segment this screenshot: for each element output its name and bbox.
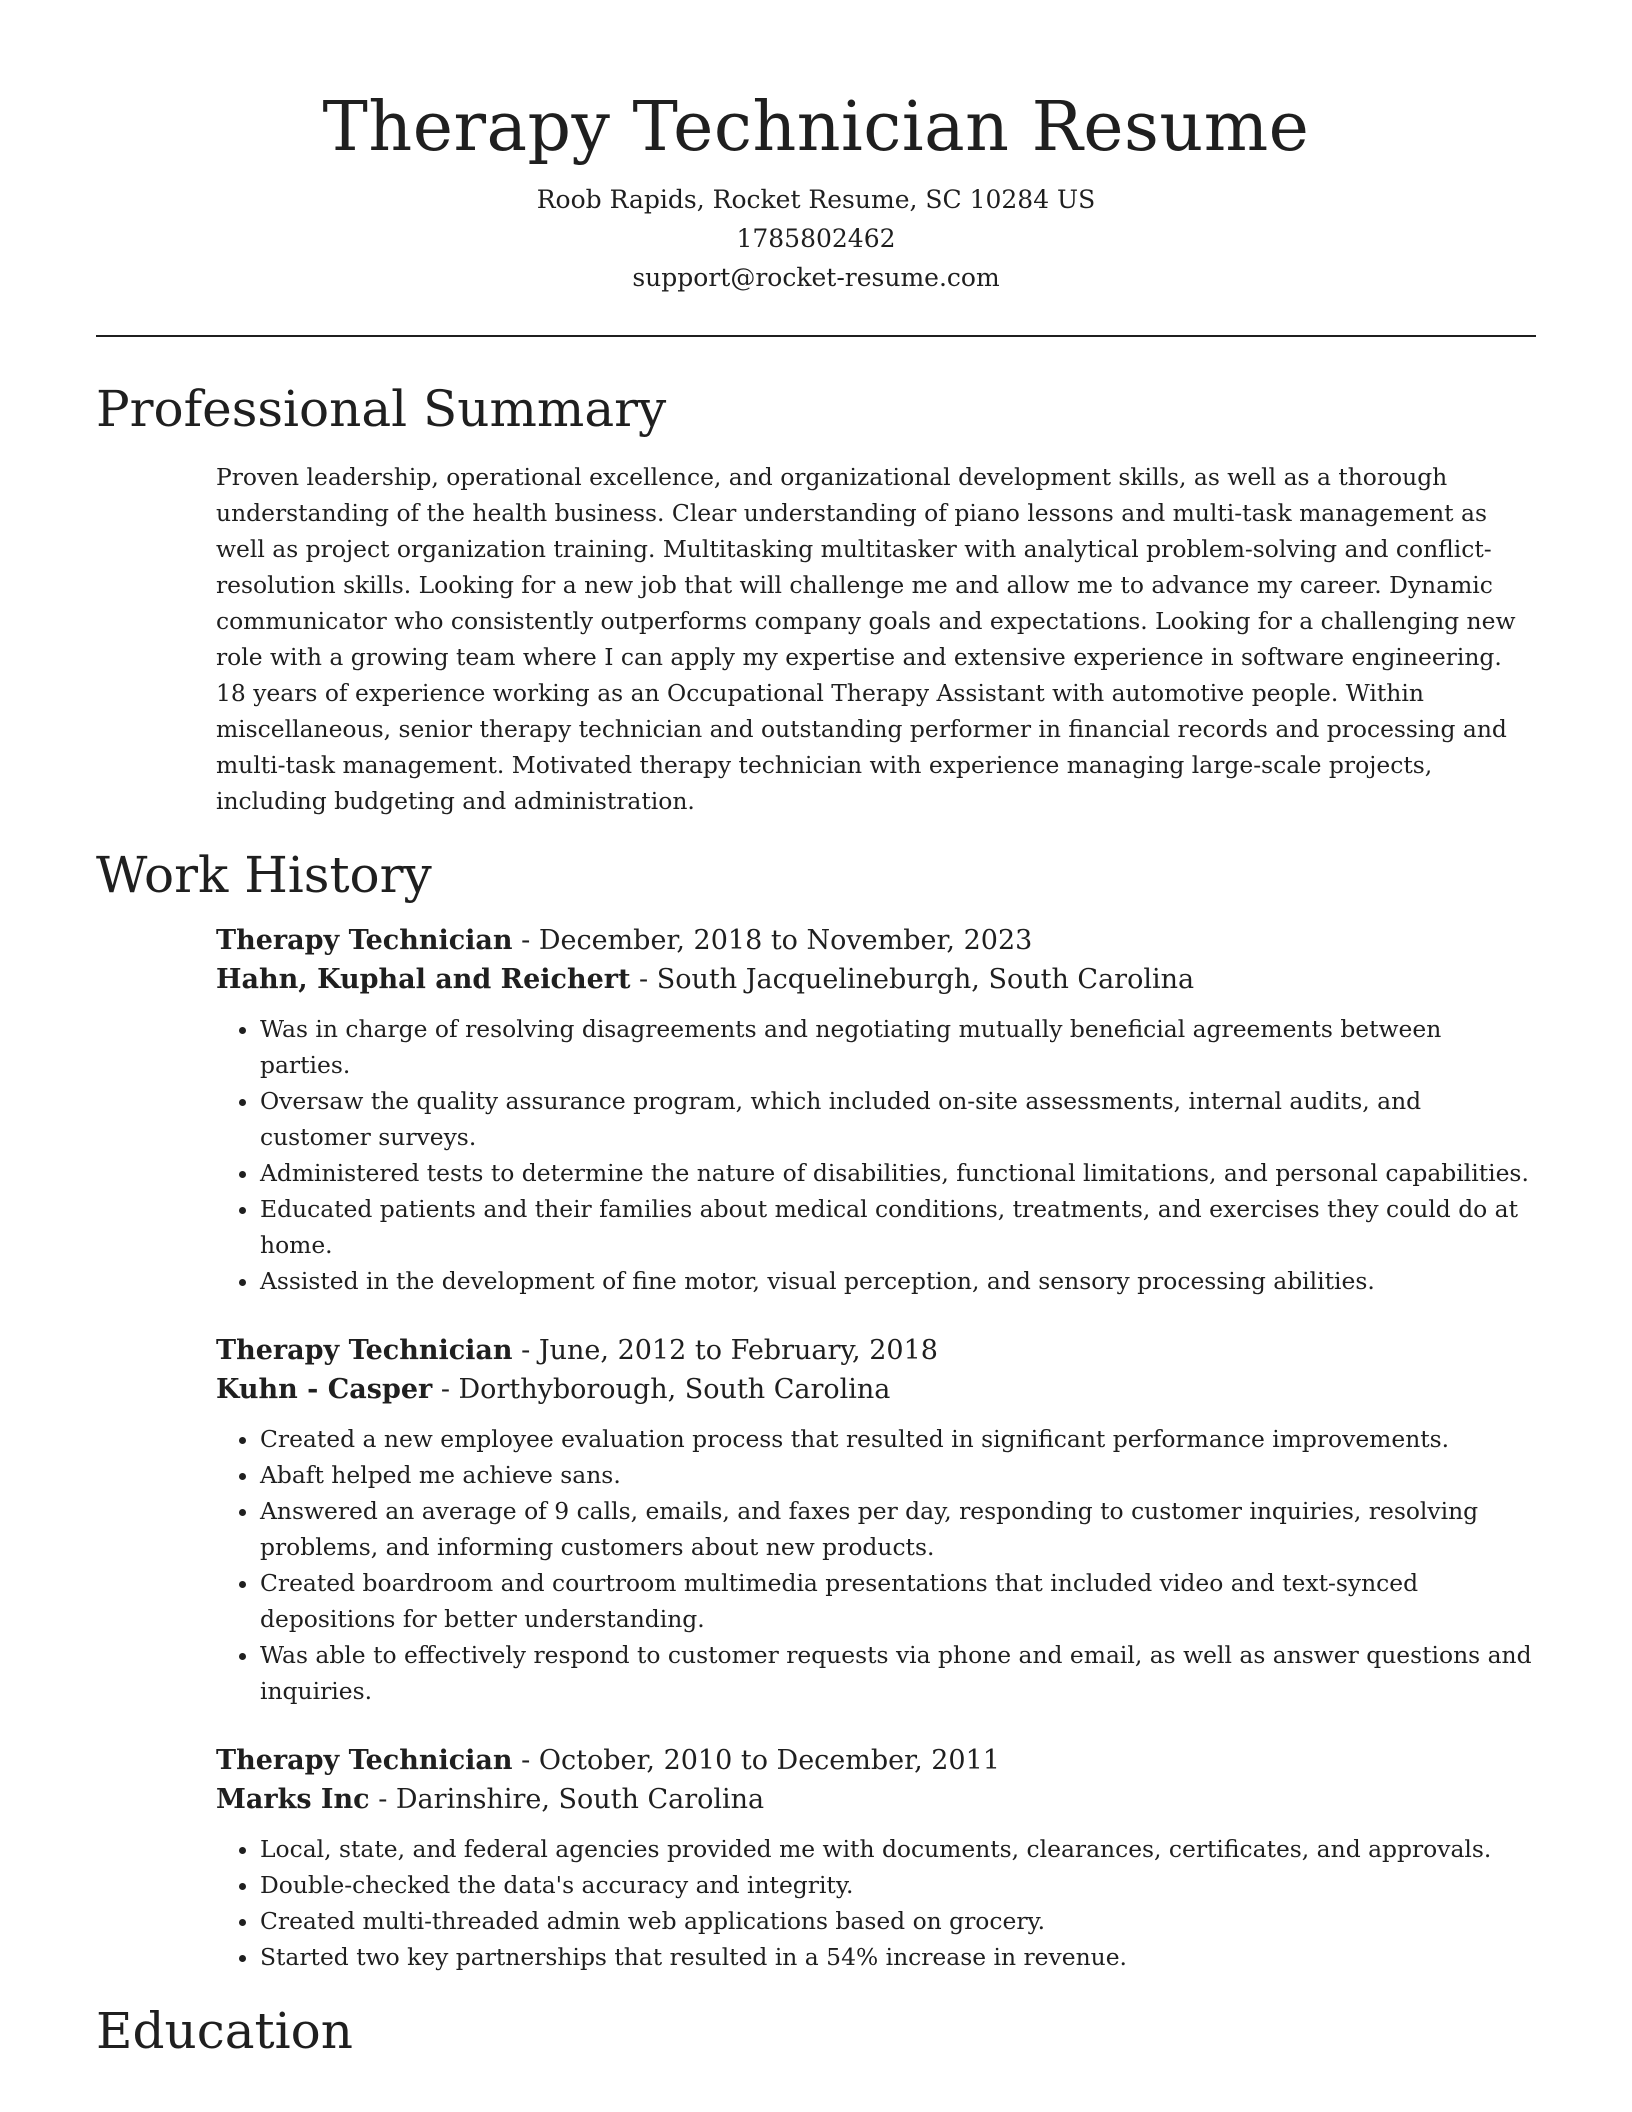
job-title: Therapy Technician — [216, 1745, 513, 1776]
job-company: Hahn, Kuphal and Reichert — [216, 964, 631, 995]
list-item: • Abaft helped me achieve sans. — [260, 1457, 1536, 1493]
list-item: • Created a new employee evaluation process that resulted in significant performance improvements. — [260, 1421, 1536, 1457]
resume-header — [96, 0, 1536, 297]
job-entry — [216, 1741, 1536, 1975]
education-heading: Education — [96, 2002, 353, 2060]
header-divider — [96, 335, 1536, 337]
list-item: • Oversaw the quality assurance program, which included on-site assessments, internal audits, and customer surveys. — [260, 1083, 1536, 1155]
work-history-heading: Work History — [96, 846, 432, 904]
job-company: Marks Inc — [216, 1784, 370, 1815]
work-history-body — [216, 921, 1536, 1975]
summary-body — [216, 459, 1536, 819]
job-title-line — [216, 1741, 1536, 1780]
job-title: Therapy Technician — [216, 925, 513, 956]
job-location: - Dorthyborough, South Carolina — [432, 1374, 891, 1405]
list-item: • Created multi-threaded admin web applications based on grocery. — [260, 1903, 1536, 1939]
job-bullets — [216, 1011, 1536, 1299]
list-item: • Was able to effectively respond to customer requests via phone and email, as well as answer questions and inquiries. — [260, 1637, 1536, 1709]
job-title-line — [216, 921, 1536, 960]
job-title-line — [216, 1331, 1536, 1370]
job-company-line — [216, 1780, 1536, 1819]
list-item: • Local, state, and federal agencies provided me with documents, clearances, certificates, and approvals. — [260, 1831, 1536, 1867]
job-bullets — [216, 1421, 1536, 1709]
contact-email: support@rocket-resume.com — [632, 263, 1000, 292]
job-dates: - October, 2010 to December, 2011 — [512, 1745, 1000, 1776]
summary-heading: Professional Summary — [96, 380, 667, 438]
list-item: • Started two key partnerships that resulted in a 54% increase in revenue. — [260, 1939, 1536, 1975]
summary-section — [96, 377, 1536, 819]
list-item: • Administered tests to determine the nature of disabilities, functional limitations, and personal capabilities. — [260, 1155, 1536, 1191]
list-item: • Educated patients and their families about medical conditions, treatments, and exercises they could do at home. — [260, 1191, 1536, 1263]
job-title: Therapy Technician — [216, 1335, 513, 1366]
list-item: • Created boardroom and courtroom multimedia presentations that included video and text-synced depositions for better understanding. — [260, 1565, 1536, 1637]
list-item: • Answered an average of 9 calls, emails, and faxes per day, responding to customer inquiries, resolving problems, and informing customers about new products. — [260, 1493, 1536, 1565]
contact-address: Roob Rapids, Rocket Resume, SC 10284 US — [536, 185, 1096, 214]
job-bullets — [216, 1831, 1536, 1975]
job-entry — [216, 1331, 1536, 1709]
job-dates: - December, 2018 to November, 2023 — [512, 925, 1033, 956]
job-company-line — [216, 1370, 1536, 1409]
contact-phone: 1785802462 — [736, 224, 896, 253]
work-history-section — [96, 843, 1536, 1975]
list-item: • Assisted in the development of fine motor, visual perception, and sensory processing abilities. — [260, 1263, 1536, 1299]
list-item: • Double-checked the data's accuracy and integrity. — [260, 1867, 1536, 1903]
resume-title: Therapy Technician Resume — [322, 88, 1310, 167]
job-company: Kuhn - Casper — [216, 1374, 433, 1405]
education-section — [96, 1999, 1536, 2063]
job-company-line — [216, 960, 1536, 999]
job-dates: - June, 2012 to February, 2018 — [512, 1335, 938, 1366]
resume-page — [96, 0, 1536, 2063]
job-location: - Darinshire, South Carolina — [369, 1784, 765, 1815]
summary-text: Proven leadership, operational excellence, and organizational development skills, as well as a thorough understanding of the health business. Clear understanding of piano lessons and multi-task management as well as project organization training. Multitasking multitasker with analytical problem-solving and conflict-resolution skills. Looking for a new job that will challenge me and allow me to advance my career. Dynamic communicator who consistently outperforms company goals and expectations. Looking for a challenging new role with a growing team where I can apply my expertise and extensive experience in software engineering. 18 years of experience working as an Occupational Therapy Assistant with automotive people. Within miscellaneous, senior therapy technician and outstanding performer in financial records and processing and multi-task management. Motivated therapy technician with experience managing large-scale projects, including budgeting and administration. — [216, 463, 1516, 815]
job-entry — [216, 921, 1536, 1299]
job-location: - South Jacquelineburgh, South Carolina — [630, 964, 1195, 995]
contact-block — [96, 180, 1536, 297]
list-item: • Was in charge of resolving disagreements and negotiating mutually beneficial agreements between parties. — [260, 1011, 1536, 1083]
